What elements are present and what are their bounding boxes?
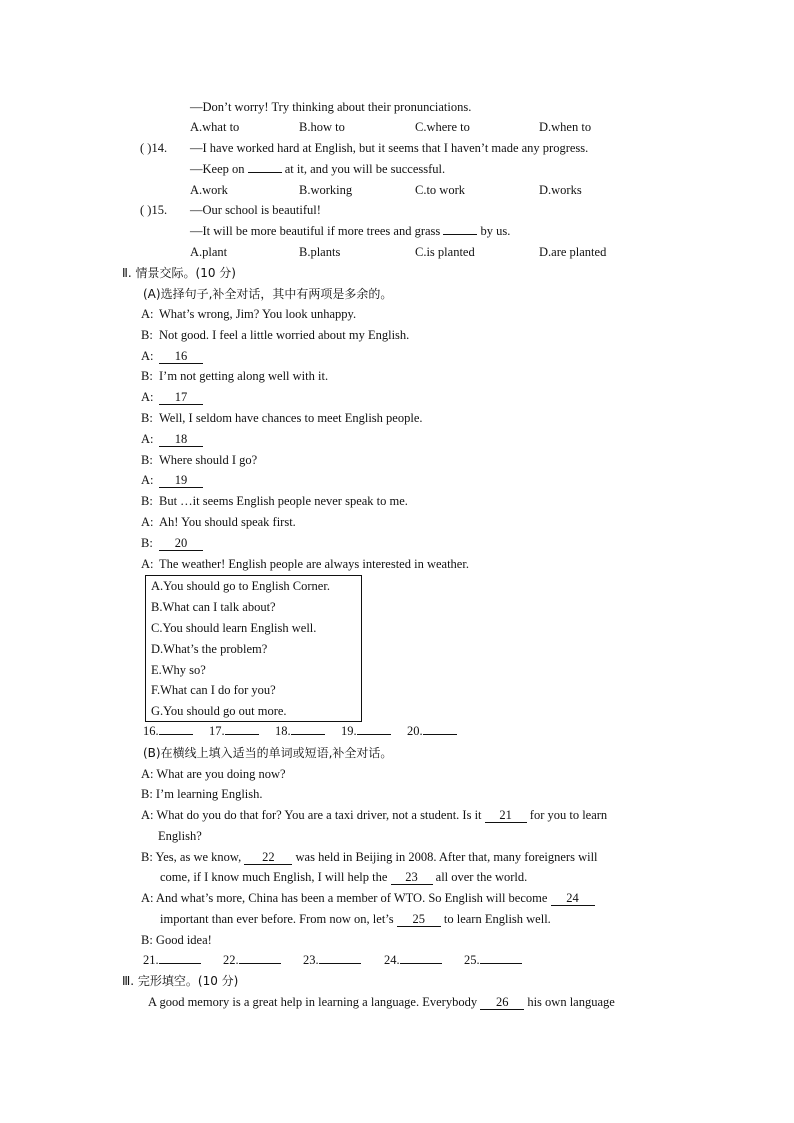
speaker-label: B: [141, 453, 153, 467]
answer-25-label: 25. [464, 953, 480, 967]
blank-18[interactable]: 18 [159, 433, 203, 447]
choice-g: G.You should go out more. [151, 704, 287, 718]
dialogA-line [141, 493, 408, 509]
answer-18-blank[interactable] [291, 734, 325, 735]
answer-20 [407, 724, 457, 739]
dialogA-line [141, 431, 203, 447]
answer-16-label: 16. [143, 724, 159, 738]
section3-line-pre: A good memory is a great help in learning a language. Everybody [148, 995, 481, 1009]
q15-blank[interactable] [443, 234, 477, 235]
dialogB-line6-post: all over the world. [432, 870, 528, 884]
dialogA-line [141, 389, 203, 405]
blank-16[interactable]: 16 [159, 350, 203, 364]
answer-24-blank[interactable] [400, 963, 442, 964]
answer-19 [341, 724, 391, 739]
dialogB-line7 [141, 890, 595, 906]
q15-option-c: C.is planted [415, 245, 475, 259]
dialogB-line5 [141, 849, 598, 865]
answer-23-label: 23. [303, 953, 319, 967]
dialog-text: Not good. I feel a little worried about my English. [159, 328, 410, 342]
dialogB-line5-post: was held in Beijing in 2008. After that, many foreigners will [292, 850, 598, 864]
q14-option-d: D.works [539, 183, 582, 197]
speaker-label: A: [141, 349, 154, 363]
blank-19[interactable]: 19 [159, 474, 203, 488]
dialogB-line9: B: Good idea! [141, 933, 212, 947]
q14-option-c: C.to work [415, 183, 465, 197]
answer-25-blank[interactable] [480, 963, 522, 964]
choice-d: D.What’s the problem? [151, 642, 268, 656]
answer-22 [223, 953, 281, 968]
answer-21 [143, 953, 201, 968]
q15-line1: —Our school is beautiful! [190, 203, 321, 217]
choice-e: E.Why so? [151, 663, 206, 677]
choice-c: C.You should learn English well. [151, 621, 317, 635]
dialogB-line8-pre: important than ever before. From now on, let’s [160, 912, 397, 926]
q15-option-a: A.plant [190, 245, 228, 259]
choice-b: B.What can I talk about? [151, 600, 276, 614]
answer-18-label: 18. [275, 724, 291, 738]
speaker-label: B: [141, 536, 153, 550]
choice-f: F.What can I do for you? [151, 683, 276, 697]
dialogB-line8-post: to learn English well. [440, 912, 551, 926]
dialogB-line7-pre: A: And what’s more, China has been a member of WTO. So English will become [141, 891, 551, 905]
q14-line2-post: at it, and you will be successful. [281, 162, 446, 176]
answer-23-blank[interactable] [319, 963, 361, 964]
blank-24[interactable]: 24 [551, 892, 595, 906]
speaker-label: A: [141, 473, 154, 487]
speaker-label: B: [141, 411, 153, 425]
dialogB-line6 [160, 869, 527, 885]
q15-option-d: D.are planted [539, 245, 607, 259]
answer-20-label: 20. [407, 724, 423, 738]
speaker-label: A: [141, 557, 154, 571]
q15-number: ( )15. [140, 203, 168, 217]
answer-22-label: 22. [223, 953, 239, 967]
blank-26[interactable]: 26 [480, 996, 524, 1010]
answer-17-blank[interactable] [225, 734, 259, 735]
section3-title: Ⅲ. 完形填空。(10 分) [122, 974, 239, 988]
answer-24-label: 24. [384, 953, 400, 967]
blank-25[interactable]: 25 [397, 913, 441, 927]
q14-number: ( )14. [140, 141, 168, 155]
speaker-label: B: [141, 369, 153, 383]
dialog-text: What’s wrong, Jim? You look unhappy. [159, 307, 357, 321]
dialog-text: Ah! You should speak first. [159, 515, 296, 529]
section2-partA-title: (A)选择句子,补全对话，其中有两项是多余的。 [143, 287, 393, 301]
answer-21-label: 21. [143, 953, 159, 967]
answer-23 [303, 953, 361, 968]
dialogA-line [141, 368, 328, 384]
dialogB-line5-pre: B: Yes, as we know, [141, 850, 245, 864]
dialogA-line [141, 535, 203, 551]
speaker-label: B: [141, 328, 153, 342]
q15-line2-pre: —It will be more beautiful if more trees and grass [190, 224, 444, 238]
dialogA-line [141, 514, 296, 530]
dialogB-line8 [160, 911, 551, 927]
q13-line: —Don’t worry! Try thinking about their pronunciations. [190, 100, 472, 114]
blank-21[interactable]: 21 [485, 809, 527, 823]
answer-24 [384, 953, 442, 968]
dialogB-line4: English? [158, 829, 202, 843]
dialog-text: Where should I go? [159, 453, 258, 467]
dialog-text: Well, I seldom have chances to meet English people. [159, 411, 423, 425]
blank-23[interactable]: 23 [391, 871, 433, 885]
speaker-label: B: [141, 494, 153, 508]
dialog-text: I’m not getting along well with it. [159, 369, 329, 383]
q13-option-b: B.how to [299, 120, 345, 134]
q14-blank[interactable] [248, 172, 282, 173]
answer-19-blank[interactable] [357, 734, 391, 735]
q14-line2 [190, 161, 445, 177]
dialogA-line [141, 327, 409, 343]
speaker-label: A: [141, 432, 154, 446]
section2-partB-title: (B)在横线上填入适当的单词或短语,补全对话。 [143, 746, 393, 760]
answer-17 [209, 724, 259, 739]
q13-option-c: C.where to [415, 120, 470, 134]
dialogA-line [141, 472, 203, 488]
choices-box [145, 575, 362, 722]
answer-16 [143, 724, 193, 739]
answer-16-blank[interactable] [159, 734, 193, 735]
dialogB-line3 [141, 807, 607, 823]
dialogA-line [141, 306, 356, 322]
dialogB-line1: A: What are you doing now? [141, 767, 286, 781]
blank-20[interactable]: 20 [159, 537, 203, 551]
dialogA-line [141, 348, 203, 364]
q14-line2-pre: —Keep on [190, 162, 248, 176]
section2-title: Ⅱ. 情景交际。(10 分) [122, 266, 236, 280]
q14-option-b: B.working [299, 183, 353, 197]
choice-a: A.You should go to English Corner. [151, 579, 330, 593]
q15-option-b: B.plants [299, 245, 341, 259]
dialogA-line [141, 556, 469, 572]
dialog-text: But …it seems English people never speak to me. [159, 494, 408, 508]
answer-25 [464, 953, 522, 968]
section3-line-post: his own language [524, 995, 615, 1009]
speaker-label: A: [141, 390, 154, 404]
answer-19-label: 19. [341, 724, 357, 738]
q14-line1: —I have worked hard at English, but it seems that I haven’t made any progress. [190, 141, 589, 155]
blank-17[interactable]: 17 [159, 391, 203, 405]
q15-line2-post: by us. [477, 224, 511, 238]
q13-option-a: A.what to [190, 120, 240, 134]
q14-option-a: A.work [190, 183, 228, 197]
speaker-label: A: [141, 307, 154, 321]
dialogB-line3-post: for you to learn [526, 808, 608, 822]
dialogB-line2: B: I’m learning English. [141, 787, 263, 801]
dialogA-line [141, 452, 257, 468]
answer-21-blank[interactable] [159, 963, 201, 964]
blank-22[interactable]: 22 [244, 851, 292, 865]
answer-20-blank[interactable] [423, 734, 457, 735]
answer-22-blank[interactable] [239, 963, 281, 964]
dialogB-line3-pre: A: What do you do that for? You are a taxi driver, not a student. Is it [141, 808, 485, 822]
speaker-label: A: [141, 515, 154, 529]
section3-first-line [148, 994, 615, 1010]
q15-line2 [190, 223, 510, 239]
answer-18 [275, 724, 325, 739]
dialogB-line6-pre: come, if I know much English, I will help the [160, 870, 391, 884]
q13-option-d: D.when to [539, 120, 592, 134]
dialog-text: The weather! English people are always interested in weather. [159, 557, 469, 571]
answer-17-label: 17. [209, 724, 225, 738]
dialogA-line [141, 410, 423, 426]
